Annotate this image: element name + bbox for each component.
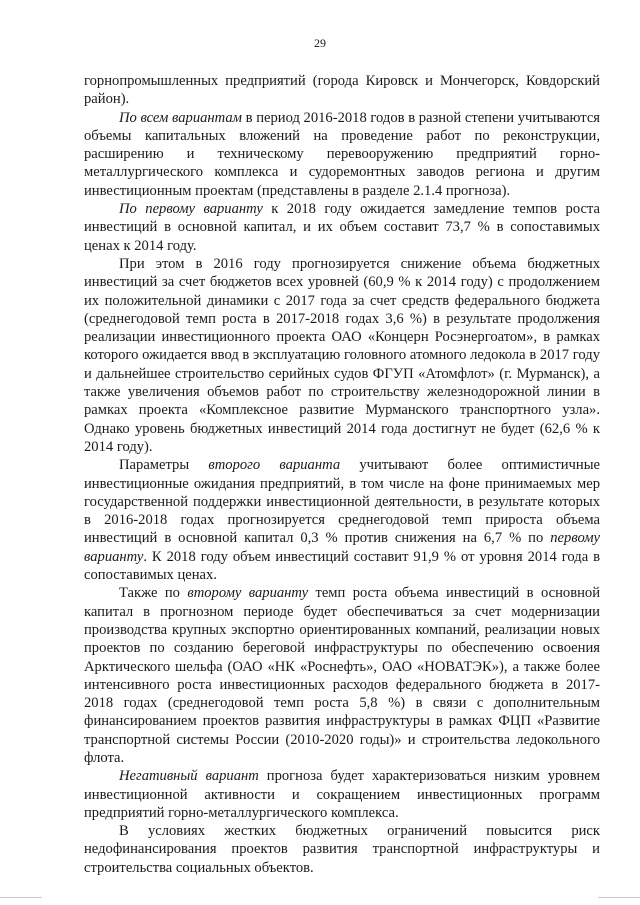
text-run: Также по xyxy=(119,585,188,602)
scan-edge-left xyxy=(0,897,42,898)
text-run: При этом в 2016 году прогнозируется снижение объема бюджетных инвестиций за счет бюджетов всех уровней (60,9 % к 2014 году) с продолжением их положительной динамики с 2017 года за счет средств федерального бюджета (среднегодовой темп роста в 2017-2018 годах 3,6 %) в результате продолжения реализации инвестиционного проекта ОАО «Концерн Росэнергоатом», в рамках которого ожидается ввод в эксплуатацию головного атомного ледокола в 2017 году и дальнейшее строительство серийных судов ФГУП «Атомфлот» (г. Мурманск), а также увеличения объемов работ по строительству железнодорожной линии в рамках проекта «Комплексное развитие Мурманского транспортного узла». Однако уровень бюджетных инвестиций 2014 года достигнут не будет (62,6 % к 2014 году). xyxy=(84,255,600,455)
emphasis-text: первому варианту xyxy=(84,530,600,565)
text-run: темп роста объема инвестиций в основной капитал в прогнозном периоде будет обеспечиваться за счет модернизации производства крупных экспортно ориентированных компаний, реализации новых проектов по созданию береговой инфраструктуры по обеспечению освоения Арктического шельфа (ОАО «НК «Роснефть», ОАО «НОВАТЭК»), а также более интенсивного роста инвестиционных расходов федерального бюджета в 2017-2018 годах (среднегодовой темп роста 5,8 %) в связи с дополнительным финансированием проектов развития инфраструктуры в рамках ФЦП «Развитие транспортной системы России (2010-2020 годы)» и строительства ледокольного флота. xyxy=(84,585,601,766)
text-run: учитывают более оптимистичные инвестиционные ожидания предприятий, в том числе на фоне принимаемых мер государственной поддержки инвестиционной деятельности, в результате которых в 2016-2018 годах прогнозируется среднегодовой темп прироста объема инвестиций в основной капитал 0,3 % против снижения на 6,7 % по xyxy=(84,457,600,547)
emphasis-text: второму варианту xyxy=(187,585,309,602)
paragraph xyxy=(84,255,600,456)
emphasis-text: второго варианта xyxy=(208,457,341,474)
text-run: в период 2016-2018 годов в разной степени учитываются объемы капитальных вложений на проведение работ по реконструкции, расширению и техническому перевооружению предприятий горно-металлургического комплекса и судоремонтных заводов региона и другим инвестиционным проектам (представлены в разделе 2.1.4 прогноза). xyxy=(84,109,601,199)
paragraph xyxy=(84,767,600,822)
text-run: горнопромышленных предприятий (города Кировск и Мончегорск, Ковдорский район). xyxy=(84,73,600,108)
paragraph xyxy=(84,200,600,255)
emphasis-text: По первому варианту xyxy=(119,201,263,218)
text-run: прогноза будет характеризоваться низким уровнем инвестиционной активности и сокращением инвестиционных программ предприятий горно-металлургического комплекса. xyxy=(84,768,601,821)
text-run: . К 2018 году объем инвестиций составит 91,9 % от уровня 2014 года в сопоставимых ценах. xyxy=(84,548,600,584)
emphasis-text: По всем вариантам xyxy=(119,109,242,126)
scan-edge-right xyxy=(598,897,640,898)
text-run: к 2018 году ожидается замедление темпов роста инвестиций в основной капитал, и их объем составит 73,7 % в сопоставимых ценах к 2014 году. xyxy=(84,201,600,254)
paragraph xyxy=(84,584,600,767)
text-run: Параметры xyxy=(119,457,209,474)
emphasis-text: Негативный вариант xyxy=(119,768,259,785)
page-number: 29 xyxy=(314,36,326,50)
document-body xyxy=(84,72,600,877)
paragraph xyxy=(84,822,600,877)
paragraph xyxy=(84,72,600,109)
paragraph xyxy=(84,109,600,200)
paragraph xyxy=(84,456,600,584)
text-run: В условиях жестких бюджетных ограничений повысится риск недофинансирования проектов развития транспортной инфраструктуры и строительства социальных объектов. xyxy=(84,823,600,876)
